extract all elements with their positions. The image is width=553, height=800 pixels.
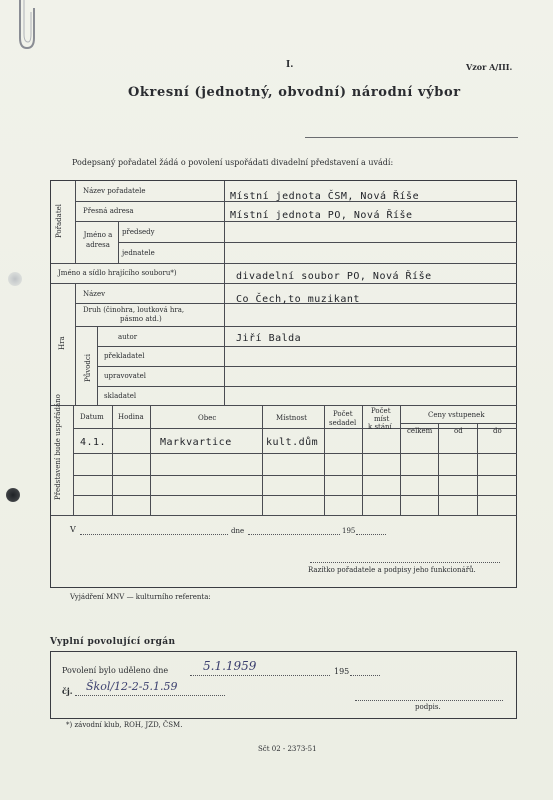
secretary-label: jednatele <box>122 249 155 257</box>
hra-side-label: Hra <box>58 336 66 350</box>
ref-value: Škol/12-2-5.1.59 <box>86 680 178 693</box>
granted-date: 5.1.1959 <box>203 659 257 673</box>
hra-name-value: Co Čech,to muzikant <box>236 294 360 305</box>
paper-clip-icon <box>10 0 40 55</box>
col-place: Místnost <box>276 414 307 422</box>
poradatel-side-label: Pořadatel <box>55 203 63 238</box>
origin-side-label: Původci <box>84 353 92 382</box>
punch-hole <box>8 272 22 286</box>
row1-place: kult.dům <box>266 437 319 448</box>
year-prefix: 195 <box>342 527 356 535</box>
col-standing-3: k stání <box>368 423 392 431</box>
name-address-label: Jméno a adresa <box>83 231 113 249</box>
col-total: celkem <box>407 427 433 435</box>
poradatel-name-value: Místní jednota ČSM, Nová Říše <box>230 191 420 202</box>
translator-label: překladatel <box>104 352 145 360</box>
row1-date: 4.1. <box>80 437 107 448</box>
chair-label: předsedy <box>122 228 155 236</box>
col-standing-2: míst <box>374 415 390 423</box>
poradatel-address-value: Místní jednota PO, Nová Říše <box>230 210 413 221</box>
schedule-side-label: Představení bude uspořádáno <box>54 394 62 500</box>
stamp-label: Razítko pořadatele a podpisy jeho funkcionářů. <box>308 566 476 574</box>
soubor-value: divadelní soubor PO, Nová Říše <box>236 271 432 282</box>
col-standing-1: Počet <box>371 407 391 415</box>
col-from: od <box>454 427 463 435</box>
signature-label: podpis. <box>415 703 441 711</box>
col-seats-1: Počet <box>333 410 353 418</box>
col-seats-2: sedadel <box>329 419 357 427</box>
hra-name-label: Název <box>83 290 106 298</box>
author-value: Jiří Balda <box>236 333 302 344</box>
col-town: Obec <box>198 414 217 422</box>
v-label: V <box>70 525 76 534</box>
granted-label: Povolení bylo uděleno dne <box>62 666 169 675</box>
intro-text: Podepsaný pořadatel žádá o povolení uspořádati divadelní představení a uvádí: <box>72 158 394 167</box>
col-date: Datum <box>80 413 104 421</box>
page-title: Okresní (jednotný, obvodní) národní výbor <box>128 85 461 100</box>
hra-kind-label-1: Druh (činohra, loutková hra, <box>83 306 185 314</box>
mnv-label: Vyjádření MNV — kulturního referenta: <box>70 593 211 601</box>
day-label: dne <box>231 527 245 535</box>
print-code: Sčt 02 - 2373-51 <box>258 745 317 753</box>
composer-label: skladatel <box>104 392 137 400</box>
punch-hole <box>6 488 20 502</box>
author-label: autor <box>118 333 138 341</box>
row1-town: Markvartice <box>160 437 232 448</box>
col-to: do <box>493 427 502 435</box>
poradatel-address-label: Přesná adresa <box>83 207 134 215</box>
page-number: I. <box>286 60 294 70</box>
ref-label: čj. <box>62 686 73 696</box>
authority-line <box>305 137 518 138</box>
adapter-label: upravovatel <box>104 372 146 380</box>
poradatel-name-label: Název pořadatele <box>83 187 146 195</box>
authority-heading: Vyplní povolující orgán <box>50 637 176 647</box>
soubor-label: Jméno a sídlo hrajícího souboru*) <box>58 269 177 277</box>
footnote: *) závodní klub, ROH, JZD, ČSM. <box>66 721 183 729</box>
col-prices: Ceny vstupenek <box>428 411 485 419</box>
col-hour: Hodina <box>118 413 144 421</box>
hra-kind-label-2: pásmo atd.) <box>120 315 162 323</box>
form-code: Vzor A/III. <box>466 62 513 72</box>
authority-year-prefix: 195 <box>334 667 350 676</box>
